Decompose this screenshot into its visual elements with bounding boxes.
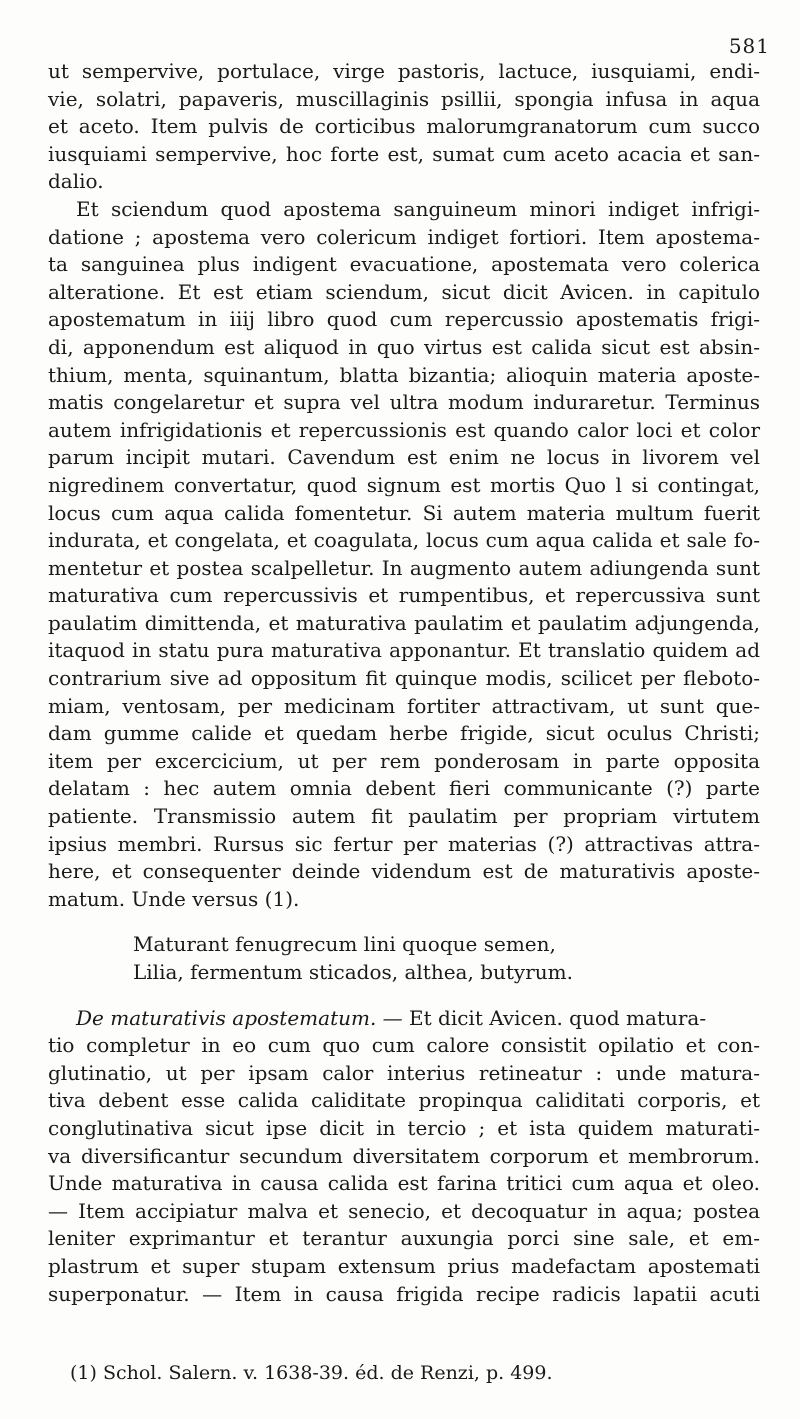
text-line: itaquod in statu pura maturativa apponantur. Et translatio quidem ad	[48, 638, 760, 663]
text-line: contrarium sive ad oppositum fit quinque modis, scilicet per fleboto-	[48, 666, 760, 691]
text-line: parum incipit mutari. Cavendum est enim ne locus in livorem vel	[48, 445, 760, 470]
verse-line: Maturant fenugrecum lini quoque semen,	[133, 932, 556, 957]
text-line: dam gumme calide et quedam herbe frigide, sicut oculus Christi;	[48, 721, 760, 746]
text-line: ipsius membri. Rursus sic fertur per materias (?) attractivas attra-	[48, 831, 760, 856]
text-line: delatam : hec autem omnia debent fieri communicante (?) parte	[48, 776, 760, 801]
text-line	[48, 1308, 760, 1336]
text-line: autem infrigidationis et repercussionis est quando calor loci et color	[48, 417, 760, 442]
text-line: thium, menta, squinantum, blatta bizantia; alioquin materia aposte-	[48, 362, 760, 387]
text-line: tio completur in eo cum quo cum calore consistit opilatio et con-	[48, 1033, 760, 1058]
text-line: dalio.	[48, 169, 104, 194]
text-line: miam, ventosam, per medicinam fortiter attractivam, ut sunt que-	[48, 693, 760, 718]
body-text	[48, 58, 760, 1336]
text-line: item per excercicium, ut per rem ponderosam in parte opposita	[48, 748, 760, 773]
text-line: nigredinem convertatur, quod signum est mortis Quo l si contingat,	[48, 472, 760, 497]
text-line: ut sempervive, portulace, virge pastoris, lactuce, iusquiami, endi-	[48, 59, 760, 83]
footnote: (1) Schol. Salern. v. 1638-39. éd. de Renzi, p. 499.	[70, 1362, 553, 1384]
text-line: ta sanguinea plus indigent evacuatione, apostemata vero colerica	[48, 252, 760, 277]
text-line: conglutinativa sicut ipse dicit in tercio ; et ista quidem maturati-	[48, 1115, 760, 1140]
text-line: et aceto. Item pulvis de corticibus malorumgranatorum cum succo	[48, 114, 760, 139]
text-line: glutinatio, ut per ipsam calor interius retineatur : unde matura-	[48, 1060, 760, 1085]
text-line: plastrum et super stupam extensum prius madefactam apostemati	[48, 1253, 760, 1278]
text-line: Et sciendum quod apostema sanguineum minori indiget infrigi-	[76, 196, 760, 221]
text-line: locus cum aqua calida fomentetur. Si autem materia multum fuerit	[48, 500, 760, 525]
verse-line: Lilia, fermentum sticados, althea, butyrum.	[133, 960, 573, 984]
text-line: matis congelaretur et supra vel ultra modum induraretur. Terminus	[48, 390, 760, 415]
text-line: va diversificantur secundum diversitatem corporum et membrorum.	[48, 1143, 760, 1168]
text-line: patiente. Transmissio autem fit paulatim per propriam virtutem	[48, 804, 760, 829]
text-line: matum. Unde versus (1).	[48, 886, 300, 911]
text-line: di, apponendum est aliquod in quo virtus est calida sicut est absin-	[48, 334, 760, 359]
text-line: alteratione. Et est etiam sciendum, sicut dicit Avicen. in capitulo	[48, 279, 760, 304]
text-line: iusquiami sempervive, hoc forte est, sumat cum aceto acacia et san-	[48, 141, 760, 166]
text-line: Unde maturativa in causa calida est farina tritici cum aqua et oleo.	[48, 1171, 760, 1196]
text-line: vie, solatri, papaveris, muscillaginis psillii, spongia infusa in aqua	[48, 86, 760, 111]
text-line: mentetur et postea scalpelletur. In augmento autem adiungenda sunt	[48, 555, 760, 580]
text-line: leniter exprimantur et terantur auxungia porci sine sale, et em-	[48, 1226, 760, 1251]
text-line: indurata, et congelata, et coagulata, locus cum aqua calida et sale fo-	[48, 528, 760, 553]
text-line: apostematum in iiij libro quod cum repercussio apostematis frigi-	[48, 307, 760, 332]
text-line: here, et consequenter deinde videndum est de maturativis aposte-	[48, 859, 760, 884]
text-line: maturativa cum repercussivis et rumpentibus, et repercussiva sunt	[48, 583, 760, 608]
text-line: paulatim dimittenda, et maturativa paulatim et paulatim adjungenda,	[48, 610, 760, 635]
text-line: datione ; apostema vero colericum indiget fortiori. Item apostema-	[48, 224, 760, 249]
text-line: — Item accipiatur malva et senecio, et decoquatur in aqua; postea	[48, 1198, 760, 1223]
section-heading: De maturativis apostematum.	[76, 1005, 377, 1030]
text-line: tiva debent esse calida caliditate propinqua caliditati corporis, et	[48, 1088, 760, 1113]
page-number: 581	[728, 34, 770, 58]
text-line: superponatur. — Item in causa frigida recipe radicis lapatii acuti	[48, 1281, 760, 1306]
section-heading-line	[48, 1005, 760, 1033]
text-line: — Et dicit Avicen. quod matura-	[376, 1005, 707, 1030]
